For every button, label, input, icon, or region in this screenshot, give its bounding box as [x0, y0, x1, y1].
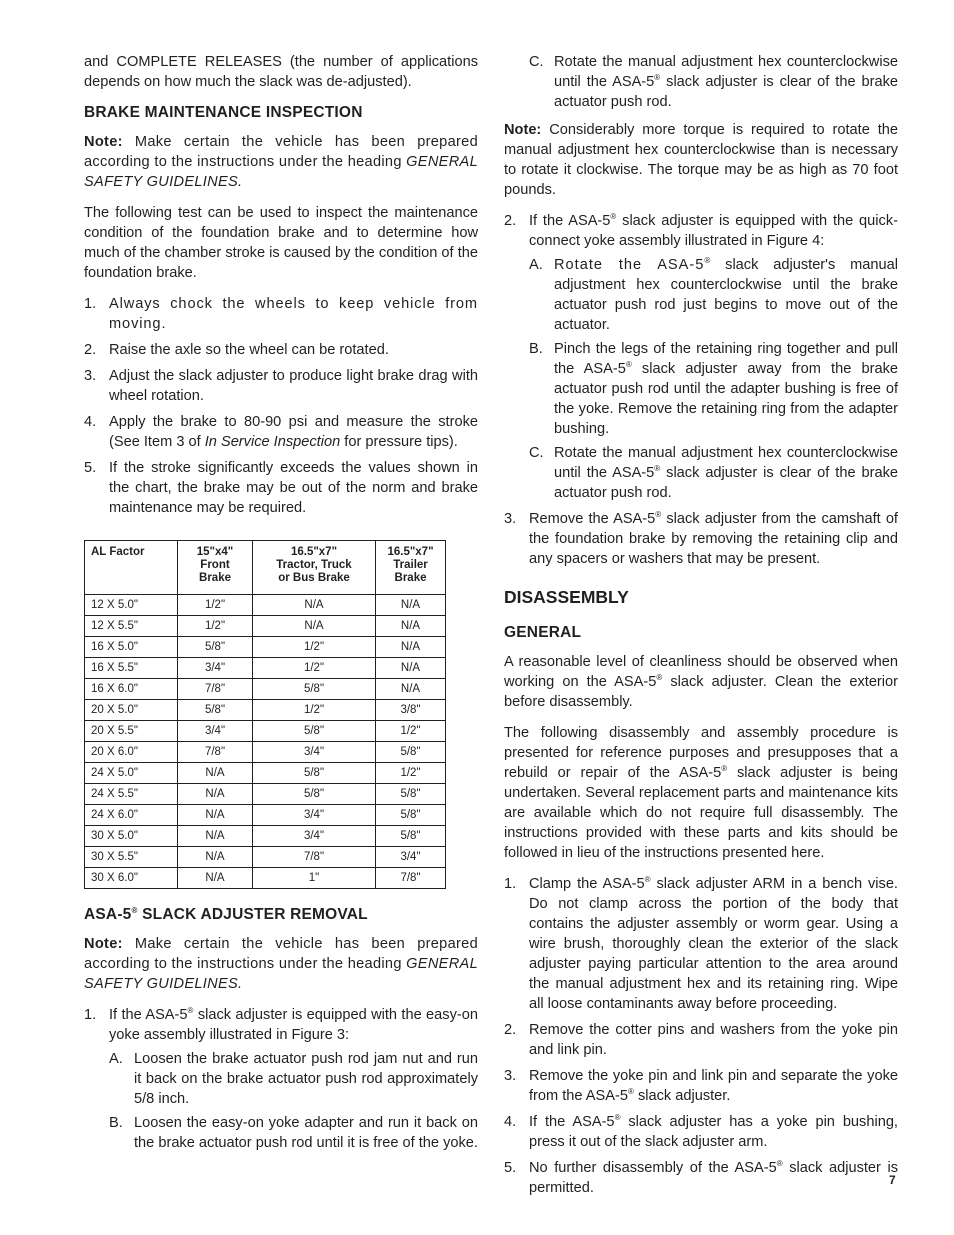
list-item: 5. No further disassembly of the ASA-5® slack adjuster is permitted.	[504, 1159, 898, 1196]
table-cell: 5/8"	[376, 826, 446, 847]
note-text: Make certain the vehicle has been prepared according to the instructions under the heading	[84, 936, 479, 972]
table-cell: 3/4"	[178, 658, 253, 679]
table-row	[85, 595, 446, 616]
table-cell: N/A	[178, 805, 253, 826]
table-cell: 5/8"	[178, 637, 253, 658]
table-cell: N/A	[178, 763, 253, 784]
sub-list-item: B. Pinch the legs of the retaining ring together and pull the ASA-5® slack adjuster away from the brake actuator push rod until the adapter bushing is free of the yoke. Remove the retaining ring from the adapter bushing.	[529, 341, 898, 437]
table-cell: 1/2"	[253, 700, 376, 721]
table-cell: 24 X 5.5"	[85, 784, 178, 805]
table-cell: N/A	[178, 868, 253, 889]
note-reference: GENERAL SAFETY GUIDELINES.	[84, 956, 478, 992]
table-cell: 30 X 6.0"	[85, 868, 178, 889]
table-cell: 3/4"	[253, 826, 376, 847]
sub-list	[529, 255, 898, 503]
table-row	[85, 658, 446, 679]
table-row	[85, 784, 446, 805]
general-heading: GENERAL	[504, 624, 582, 641]
table-row	[85, 826, 446, 847]
table-header: 16.5"x7" Tractor, Truck or Bus Brake	[253, 541, 376, 595]
removal-note	[84, 934, 478, 994]
table-cell: 7/8"	[376, 868, 446, 889]
table-cell: 5/8"	[253, 721, 376, 742]
table-cell: 3/4"	[253, 742, 376, 763]
torque-note: Note: Considerably more torque is required to rotate the manual adjustment hex counterclockwise than is necessary to rotate it clockwise. The torque may be as high as 70 foot pounds.	[504, 122, 899, 198]
list-item: 2. Raise the axle so the wheel can be rotated.	[84, 342, 389, 358]
table-cell: N/A	[376, 616, 446, 637]
table-cell: N/A	[376, 658, 446, 679]
table-row	[85, 847, 446, 868]
table-cell: 1/2"	[178, 595, 253, 616]
list-item: 1. Always chock the wheels to keep vehicle from moving.	[84, 296, 478, 332]
removal-heading: ASA-5® SLACK ADJUSTER REMOVAL	[84, 905, 368, 923]
table-cell: 1/2"	[376, 721, 446, 742]
inspection-paragraph: The following test can be used to inspect the maintenance condition of the foundation brake and to determine how much of the chamber stroke is caused by the condition of the foundation brake.	[84, 205, 478, 281]
table-header: 15"x4" Front Brake	[178, 541, 253, 595]
table-cell: 16 X 5.0"	[85, 637, 178, 658]
table-cell: 30 X 5.0"	[85, 826, 178, 847]
note-label: Note:	[84, 936, 123, 952]
table-row	[85, 868, 446, 889]
table-cell: N/A	[376, 595, 446, 616]
table-cell: 7/8"	[178, 679, 253, 700]
sub-list	[504, 52, 898, 112]
table-cell: 1/2"	[178, 616, 253, 637]
table-cell: 3/4"	[253, 805, 376, 826]
list-item: 3. Adjust the slack adjuster to produce light brake drag with wheel rotation.	[84, 368, 478, 404]
table-cell: 12 X 5.5"	[85, 616, 178, 637]
table-header: AL Factor	[85, 541, 178, 595]
list-item: 4. Apply the brake to 80-90 psi and measure the stroke (See Item 3 of In Service Inspection for pressure tips).	[84, 414, 478, 450]
table-cell: 1/2"	[253, 658, 376, 679]
list-item: 5. If the stroke significantly exceeds the values shown in the chart, the brake may be out of the norm and brake maintenance may be required.	[84, 460, 478, 516]
table-cell: 12 X 5.0"	[85, 595, 178, 616]
table-cell: 5/8"	[178, 700, 253, 721]
right-column	[504, 52, 898, 1204]
table-cell: N/A	[376, 637, 446, 658]
disassembly-steps	[504, 874, 898, 1198]
table-cell: 3/4"	[376, 847, 446, 868]
table-cell: 24 X 5.0"	[85, 763, 178, 784]
note-reference: GENERAL SAFETY GUIDELINES.	[84, 154, 478, 190]
table-cell: N/A	[178, 826, 253, 847]
table-body	[85, 595, 446, 889]
table-row	[85, 700, 446, 721]
inspection-heading: BRAKE MAINTENANCE INSPECTION	[84, 104, 363, 121]
list-item: 2. Remove the cotter pins and washers from the yoke pin and link pin.	[504, 1022, 898, 1058]
list-item: 3. Remove the ASA-5® slack adjuster from the camshaft of the foundation brake by removing the retaining clip and any spacers or washers that may be present.	[504, 510, 898, 567]
table-cell: 20 X 5.5"	[85, 721, 178, 742]
note-text: Make certain the vehicle has been prepared according to the instructions under the heading	[84, 134, 479, 170]
removal-steps	[84, 1005, 478, 1153]
list-item: 3. Remove the yoke pin and link pin and separate the yoke from the ASA-5® slack adjuster.	[504, 1068, 898, 1104]
table-header: 16.5"x7" Trailer Brake	[376, 541, 446, 595]
table-cell: 16 X 5.5"	[85, 658, 178, 679]
page-number: 7	[889, 1173, 896, 1187]
table-header-row	[85, 541, 446, 595]
note-label: Note:	[504, 122, 542, 138]
table-cell: 1"	[253, 868, 376, 889]
table-cell: 5/8"	[253, 784, 376, 805]
sub-list-item: B. Loosen the easy-on yoke adapter and run it back on the brake actuator push rod until it is free of the yoke.	[109, 1115, 478, 1151]
list-item: 4. If the ASA-5® slack adjuster has a yoke pin bushing, press it out of the slack adjuster arm.	[504, 1113, 898, 1150]
list-item: 1. If the ASA-5® slack adjuster is equipped with the easy-on yoke assembly illustrated in Figure 3: A. Loosen the brake actuator push rod jam nut and run it back on the brake actuator push rod approximately 5/8 inch. B. Loosen the easy-on yoke adapter and run it back on the brake actuator push rod until it is free of the yoke.	[84, 1006, 478, 1151]
note-label: Note:	[84, 134, 123, 150]
table-cell: N/A	[253, 616, 376, 637]
sub-list-item: C. Rotate the manual adjustment hex counterclockwise until the ASA-5® slack adjuster is clear of the brake actuator push rod.	[529, 445, 899, 501]
table-cell: 30 X 5.5"	[85, 847, 178, 868]
table-row	[85, 637, 446, 658]
inspection-note	[84, 132, 478, 192]
table-cell: 5/8"	[376, 784, 446, 805]
table-row	[85, 742, 446, 763]
left-column	[84, 52, 478, 1159]
table-cell: 5/8"	[253, 679, 376, 700]
table-cell: 3/8"	[376, 700, 446, 721]
table-cell: N/A	[253, 595, 376, 616]
intro-paragraph: and COMPLETE RELEASES (the number of applications depends on how much the slack was de-adjusted).	[84, 54, 478, 90]
sub-list-item: A. Rotate the ASA-5® slack adjuster's manual adjustment hex counterclockwise until the brake actuator push rod just begins to move out of the actuator.	[529, 256, 898, 333]
removal-steps-continued	[504, 211, 898, 569]
table-cell: 5/8"	[376, 742, 446, 763]
table-cell: 20 X 5.0"	[85, 700, 178, 721]
table-cell: N/A	[178, 847, 253, 868]
table-row	[85, 763, 446, 784]
general-paragraph: A reasonable level of cleanliness should be observed when working on the ASA-5® slack adjuster. Clean the exterior before disassembly.	[504, 654, 899, 710]
table-cell: 1/2"	[376, 763, 446, 784]
table-row	[85, 721, 446, 742]
table-row	[85, 805, 446, 826]
table-cell: 16 X 6.0"	[85, 679, 178, 700]
table-cell: 3/4"	[178, 721, 253, 742]
table-cell: N/A	[178, 784, 253, 805]
general-paragraph: The following disassembly and assembly procedure is presented for reference purposes and presupposes that a rebuild or repair of the ASA-5® slack adjuster is being undertaken. Several replacement parts and maintenance kits are available which do not require full disassembly. The instructions provided with these parts and kits should be followed in lieu of the instructions presented here.	[504, 725, 898, 861]
table-cell: 7/8"	[253, 847, 376, 868]
stroke-table	[84, 540, 446, 889]
disassembly-heading: DISASSEMBLY	[504, 587, 629, 607]
sub-list-item: C. Rotate the manual adjustment hex counterclockwise until the ASA-5® slack adjuster is clear of the brake actuator push rod.	[529, 54, 899, 110]
table-cell: 5/8"	[253, 763, 376, 784]
sub-list	[109, 1049, 478, 1153]
table-cell: 1/2"	[253, 637, 376, 658]
table-cell: 20 X 6.0"	[85, 742, 178, 763]
table-cell: 24 X 6.0"	[85, 805, 178, 826]
table-cell: N/A	[376, 679, 446, 700]
table-cell: 7/8"	[178, 742, 253, 763]
list-item: 2. If the ASA-5® slack adjuster is equipped with the quick-connect yoke assembly illustrated in Figure 4: A. Rotate the ASA-5® slack adjuster's manual adjustment hex counterclockwise until the brake actuator push rod just begins to move out of the actuator. B. Pinch the legs of the retaining ring together and pull the ASA-5® slack adjuster away from the brake actuator push rod until the adapter bushing is free of the yoke. Remove the retaining ring from the adapter bushing. C. Rotate the manual adjustment hex counterclockwise until the ASA-5® slack adjuster is clear of the brake actuator push rod.	[504, 212, 899, 501]
table-row	[85, 679, 446, 700]
table-row	[85, 616, 446, 637]
table-cell: 5/8"	[376, 805, 446, 826]
list-item: 1. Clamp the ASA-5® slack adjuster ARM in a bench vise. Do not clamp across the portion of the body that contains the adjuster assembly or worm gear. Using a wire brush, thoroughly clean the exterior of the slack adjuster paying particular attention to the area around the manual adjustment hex and its retaining ring. Wipe all loose contaminants away before proceeding.	[504, 875, 898, 1012]
sub-list-item: A. Loosen the brake actuator push rod jam nut and run it back on the brake actuator push rod approximately 5/8 inch.	[109, 1051, 478, 1107]
inspection-steps	[84, 294, 478, 518]
